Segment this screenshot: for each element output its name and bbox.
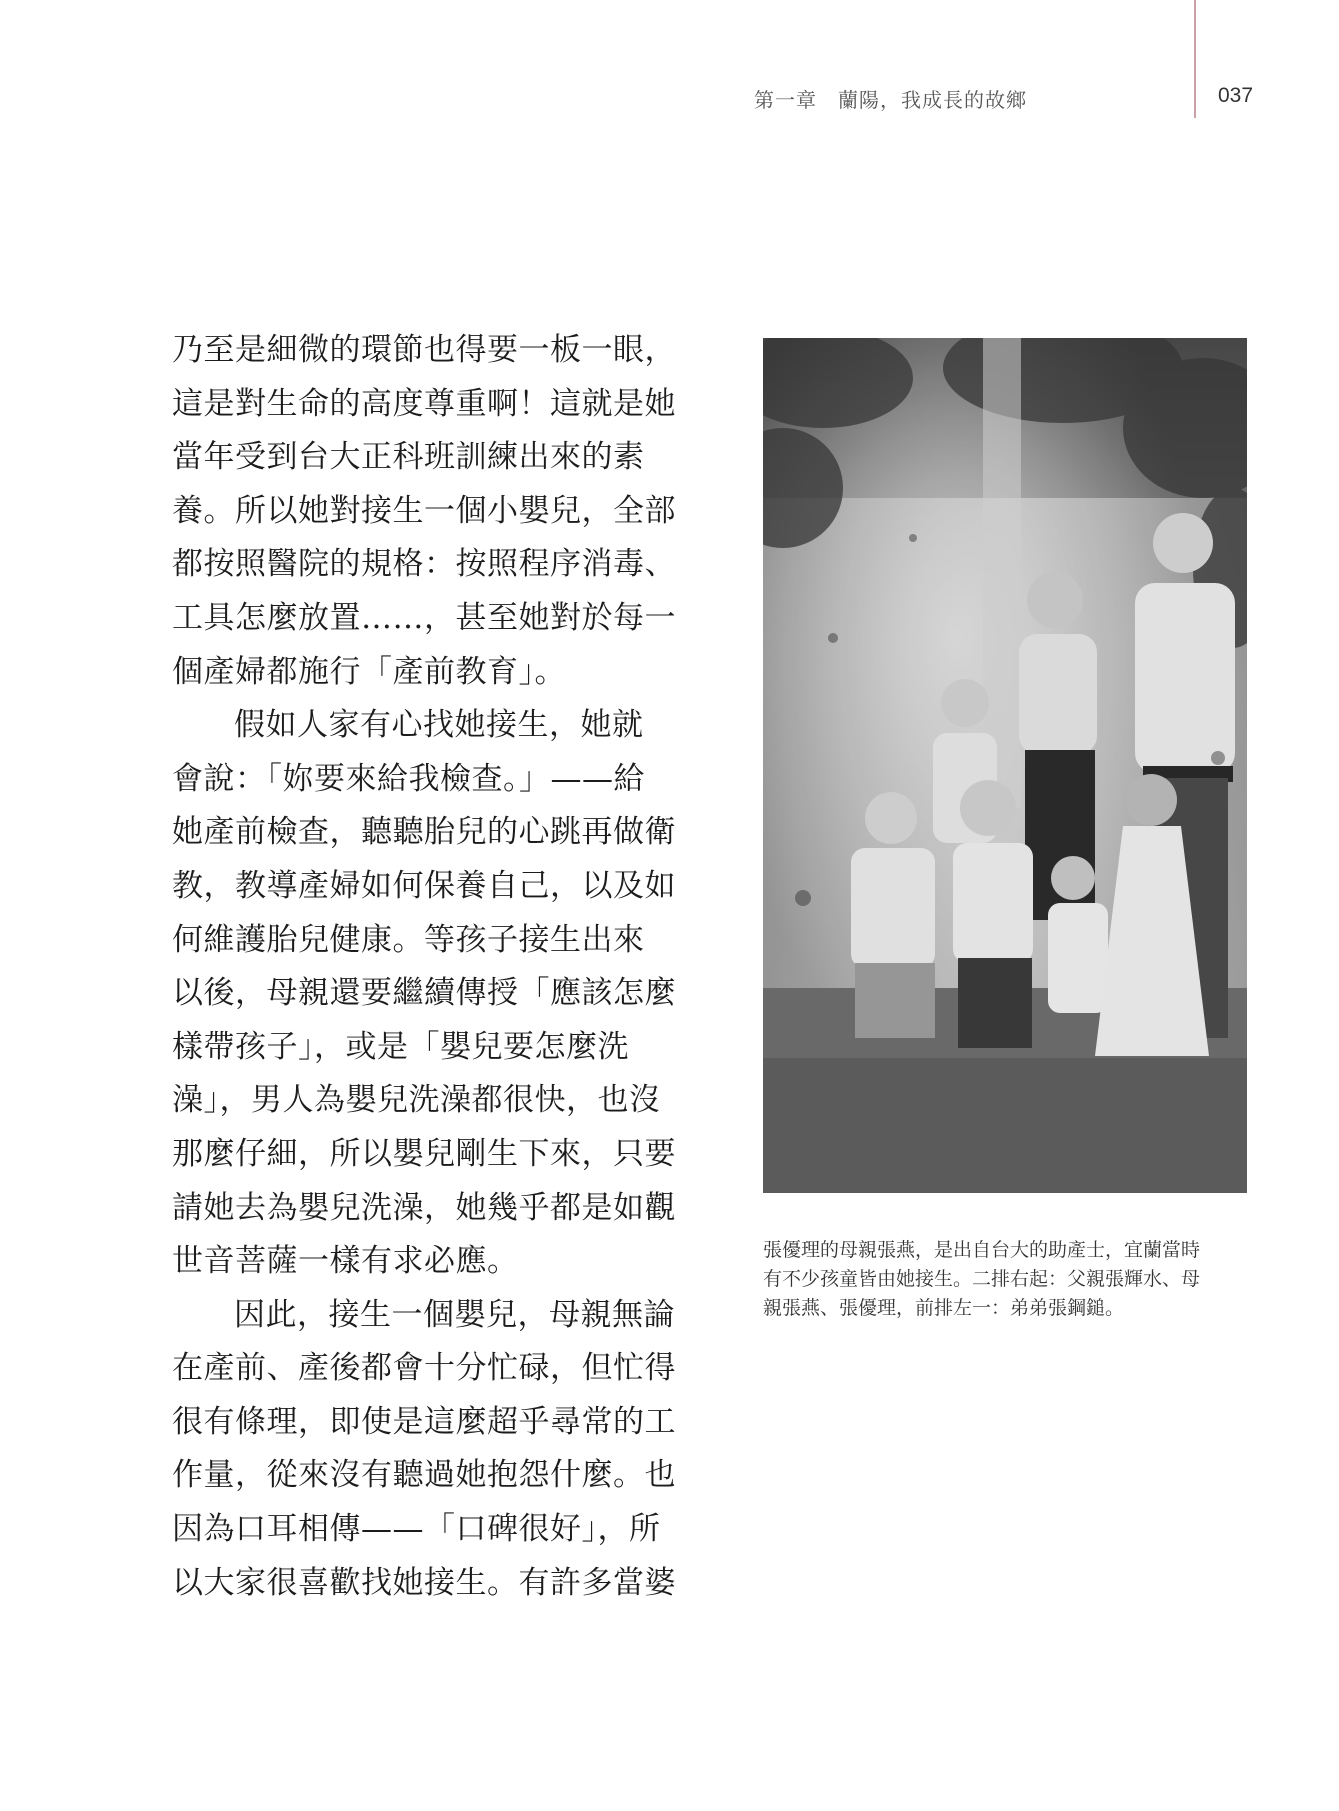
body-line: 那麼仔細，所以嬰兒剛生下來，只要	[172, 1135, 676, 1172]
caption-line: 親張燕、張優理，前排左一：弟弟張鋼鎚。	[763, 1297, 1125, 1319]
body-line: 以後，母親還要繼續傳授「應該怎麼	[172, 975, 676, 1012]
page-number: 037	[1218, 84, 1254, 107]
body-line: 澡」，男人為嬰兒洗澡都很快，也沒	[172, 1082, 661, 1119]
body-line: 她產前檢查，聽聽胎兒的心跳再做衛	[172, 814, 676, 851]
body-line: 個產婦都施行「產前教育」。	[172, 653, 566, 690]
body-line: 當年受到台大正科班訓練出來的素	[172, 439, 645, 476]
body-line: 何維護胎兒健康。等孩子接生出來	[172, 921, 645, 958]
body-line: 因為口耳相傳——「口碑很好」，所	[172, 1511, 661, 1548]
body-line: 請她去為嬰兒洗澡，她幾乎都是如觀	[172, 1189, 676, 1226]
body-line: 這是對生命的高度尊重啊！這就是她	[172, 385, 676, 422]
body-line: 乃至是細微的環節也得要一板一眼，	[172, 332, 676, 368]
body-line: 在產前、產後都會十分忙碌，但忙得	[172, 1350, 676, 1387]
body-line: 因此，接生一個嬰兒，母親無論	[234, 1296, 675, 1333]
body-line: 教，教導產婦如何保養自己，以及如	[172, 867, 676, 904]
body-line: 很有條理，即使是這麼超乎尋常的工	[172, 1403, 676, 1440]
caption-line: 有不少孩童皆由她接生。二排右起：父親張輝水、母	[763, 1268, 1201, 1290]
family-photo	[763, 338, 1247, 1193]
photo-caption	[763, 1236, 1283, 1323]
body-line: 假如人家有心找她接生，她就	[234, 707, 644, 744]
running-head: 第一章 蘭陽，我成長的故鄉	[754, 88, 1027, 112]
family-photo-illustration	[763, 338, 1247, 1193]
header-rule	[1194, 0, 1196, 118]
body-line: 樣帶孩子」，或是「嬰兒要怎麼洗	[172, 1028, 629, 1065]
body-line: 都按照醫院的規格：按照程序消毒、	[172, 546, 676, 583]
body-line: 養。所以她對接生一個小嬰兒，全部	[172, 492, 676, 529]
body-line: 作量，從來沒有聽過她抱怨什麼。也	[172, 1457, 676, 1494]
body-line: 會說：「妳要來給我檢查。」——給	[172, 760, 645, 797]
body-text	[172, 324, 692, 1610]
body-line: 以大家很喜歡找她接生。有許多當婆	[172, 1564, 676, 1601]
caption-line: 張優理的母親張燕，是出自台大的助產士，宜蘭當時	[763, 1239, 1201, 1261]
body-line: 工具怎麼放置……，甚至她對於每一	[172, 599, 676, 636]
body-line: 世音菩薩一樣有求必應。	[172, 1243, 519, 1280]
